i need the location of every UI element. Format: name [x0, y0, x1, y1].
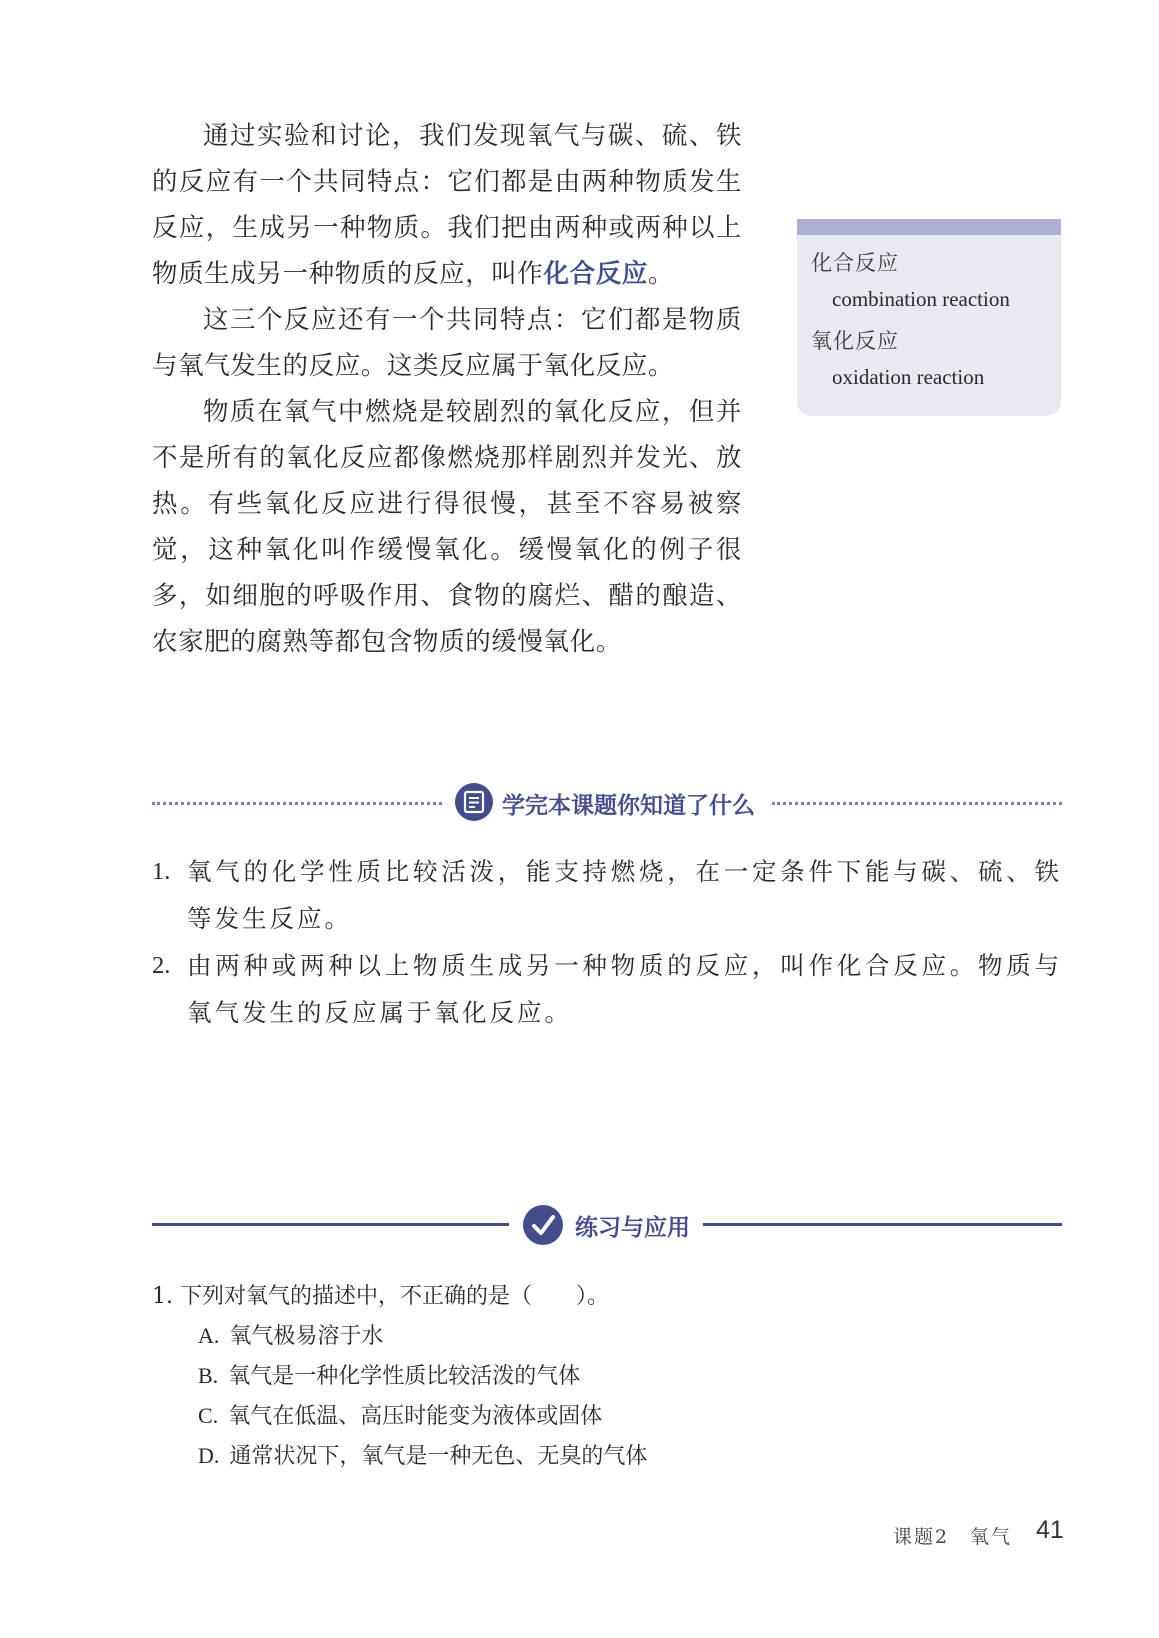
vocab-term-2-en: oxidation reaction [832, 365, 985, 389]
pencil-check-icon [523, 1205, 563, 1245]
keyword-combination-reaction: 化合反应 [543, 259, 648, 289]
paragraph-3: 物质在氧气中燃烧是较剧烈的氧化反应，但并不是所有的氧化反应都像燃烧那样剧烈并发光、放热。有些氧化反应进行得很慢，甚至不容易被察觉，这种氧化叫作缓慢氧化。缓慢氧化的例子很多，如细胞的呼吸作用、食物的腐烂、醋的酿造、农家肥的腐熟等都包含物质的缓慢氧化。 [152, 397, 742, 657]
question-1-option-a: A. 氧气极易溶于水 [198, 1323, 384, 1349]
summary-item-1-text: 氧气的化学性质比较活泼，能支持燃烧，在一定条件下能与碳、硫、铁等发生反应。 [187, 857, 1062, 933]
question-1-option-b: B. 氧气是一种化学性质比较活泼的气体 [198, 1363, 581, 1389]
summary-divider-left [152, 802, 442, 805]
footer-lesson: 课题2 [893, 1526, 950, 1548]
vocab-term-1-zh: 化合反应 [811, 251, 899, 275]
summary-divider-right [772, 802, 1062, 805]
checklist-icon [455, 783, 493, 821]
footer-topic: 氧气 [970, 1526, 1013, 1548]
vocab-term-2-zh: 氧化反应 [811, 329, 899, 353]
summary-item-1 [152, 848, 1062, 942]
exercise-title: 练习与应用 [575, 1215, 690, 1241]
exercise-divider-left [152, 1223, 509, 1226]
vocabulary-box [797, 219, 1061, 416]
question-1-stem: 1. 下列对氧气的描述中，不正确的是（ ）。 [152, 1284, 609, 1309]
body-text [152, 113, 742, 665]
summary-item-2 [152, 942, 1062, 1036]
vocabulary-box-bar [797, 219, 1061, 235]
page-number: 41 [1036, 1516, 1064, 1544]
paragraph-1: 通过实验和讨论，我们发现氧气与碳、硫、铁的反应有一个共同特点：它们都是由两种物质发生反应，生成另一种物质。我们把由两种或两种以上物质生成另一种物质的反应，叫作化合反应。 [152, 121, 742, 289]
summary-item-1-number: 1. [152, 858, 171, 885]
vocab-term-1-en: combination reaction [832, 287, 1010, 311]
summary-title: 学完本课题你知道了什么 [502, 793, 755, 819]
paragraph-2: 这三个反应还有一个共同特点：它们都是物质与氧气发生的反应。这类反应属于氧化反应。 [152, 305, 742, 381]
summary-item-2-number: 2. [152, 952, 171, 979]
question-1-option-d: D. 通常状况下，氧气是一种无色、无臭的气体 [198, 1443, 648, 1469]
question-1-option-c: C. 氧气在低温、高压时能变为液体或固体 [198, 1403, 603, 1429]
checklist-icon-graphic [455, 783, 493, 821]
summary-item-2-text: 由两种或两种以上物质生成另一种物质的反应，叫作化合反应。物质与氧气发生的反应属于氧化反应。 [187, 951, 1062, 1027]
exercise-divider-right [703, 1223, 1062, 1226]
pencil-check-icon-graphic [523, 1205, 563, 1245]
